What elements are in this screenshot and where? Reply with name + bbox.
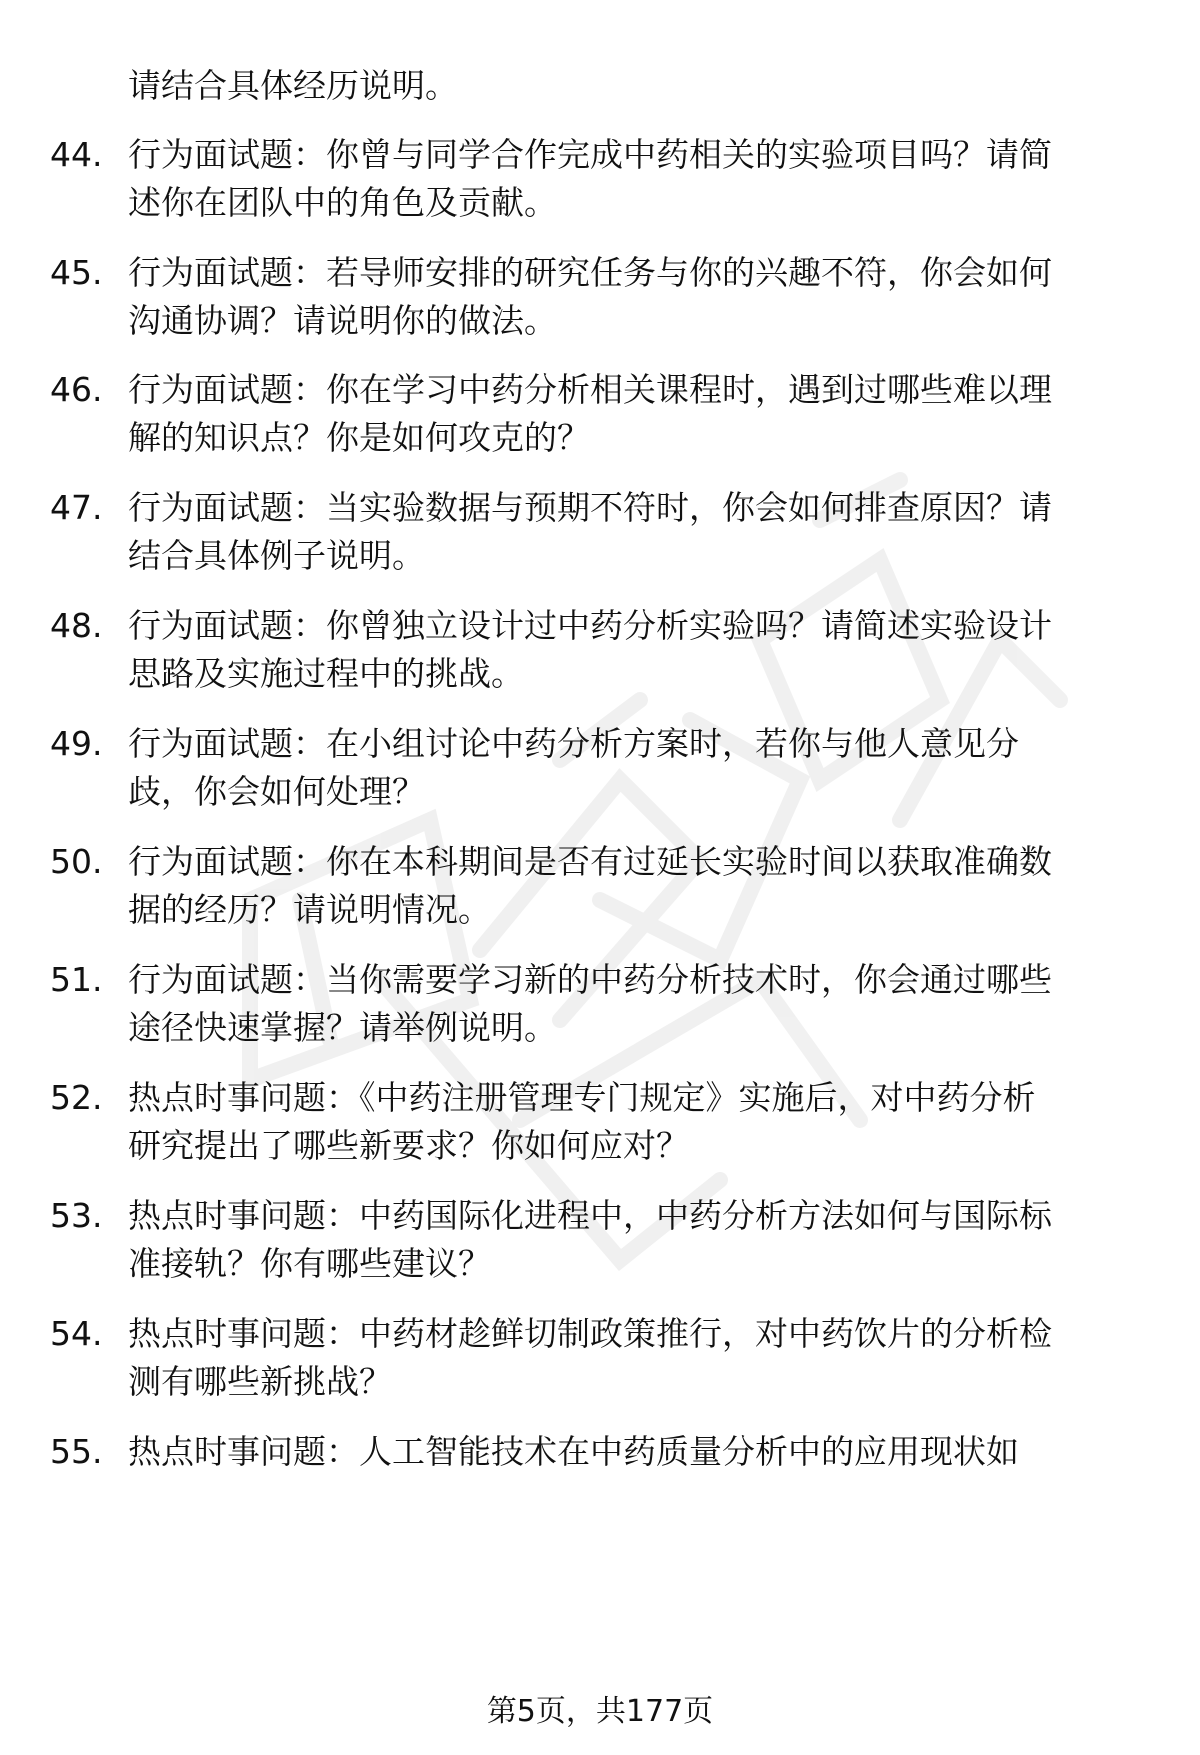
item-number: 49. <box>50 724 103 763</box>
item-number: 47. <box>50 488 103 527</box>
item-line: 行为面试题：在小组讨论中药分析方案时，若你与他人意见分 <box>128 724 1019 763</box>
item-number: 45. <box>50 253 103 292</box>
item-text <box>128 1310 1138 1406</box>
continuation-text: 请结合具体经历说明。 <box>128 66 458 105</box>
item-line: 思路及实施过程中的挑战。 <box>128 654 524 693</box>
item-number: 51. <box>50 960 103 999</box>
item-line: 热点时事问题：中药材趁鲜切制政策推行，对中药饮片的分析检 <box>128 1314 1052 1353</box>
item-number: 46. <box>50 370 103 409</box>
item-line: 热点时事问题：《中药注册管理专门规定》实施后，对中药分析 <box>128 1078 1036 1117</box>
item-line: 准接轨？你有哪些建议？ <box>128 1244 491 1283</box>
item-line: 行为面试题：你曾独立设计过中药分析实验吗？请简述实验设计 <box>128 606 1052 645</box>
item-line: 测有哪些新挑战？ <box>128 1362 392 1401</box>
item-text <box>128 720 1138 816</box>
item-line: 研究提出了哪些新要求？你如何应对？ <box>128 1126 689 1165</box>
item-number: 54. <box>50 1314 103 1353</box>
item-text <box>128 956 1138 1052</box>
item-text <box>128 602 1138 698</box>
item-line: 解的知识点？你是如何攻克的？ <box>128 418 590 457</box>
item-line: 热点时事问题：人工智能技术在中药质量分析中的应用现状如 <box>128 1432 1019 1471</box>
item-number: 53. <box>50 1196 103 1235</box>
item-text <box>128 131 1138 227</box>
item-text <box>128 838 1138 934</box>
item-text <box>128 366 1138 462</box>
item-number: 44. <box>50 135 103 174</box>
item-text <box>128 249 1138 345</box>
item-line: 行为面试题：你在学习中药分析相关课程时，遇到过哪些难以理 <box>128 370 1052 409</box>
item-line: 行为面试题：当实验数据与预期不符时，你会如何排查原因？请 <box>128 488 1052 527</box>
page-footer: 第5页，共177页 <box>486 1694 714 1729</box>
item-line: 沟通协调？请说明你的做法。 <box>128 301 557 340</box>
item-line: 行为面试题：你在本科期间是否有过延长实验时间以获取准确数 <box>128 842 1052 881</box>
item-line: 途径快速掌握？请举例说明。 <box>128 1008 557 1047</box>
item-line: 行为面试题：你曾与同学合作完成中药相关的实验项目吗？请简 <box>128 135 1052 174</box>
item-number: 52. <box>50 1078 103 1117</box>
item-number: 48. <box>50 606 103 645</box>
item-line: 述你在团队中的角色及贡献。 <box>128 183 557 222</box>
item-line: 歧，你会如何处理？ <box>128 772 425 811</box>
item-number: 50. <box>50 842 103 881</box>
item-line: 热点时事问题：中药国际化进程中，中药分析方法如何与国际标 <box>128 1196 1052 1235</box>
item-text <box>128 1192 1138 1288</box>
item-line: 行为面试题：若导师安排的研究任务与你的兴趣不符，你会如何 <box>128 253 1052 292</box>
item-text <box>128 1428 1138 1476</box>
item-number: 55. <box>50 1432 103 1471</box>
item-line: 据的经历？请说明情况。 <box>128 890 491 929</box>
item-line: 结合具体例子说明。 <box>128 536 425 575</box>
item-text <box>128 1074 1138 1170</box>
item-text <box>128 484 1138 580</box>
item-line: 行为面试题：当你需要学习新的中药分析技术时，你会通过哪些 <box>128 960 1052 999</box>
